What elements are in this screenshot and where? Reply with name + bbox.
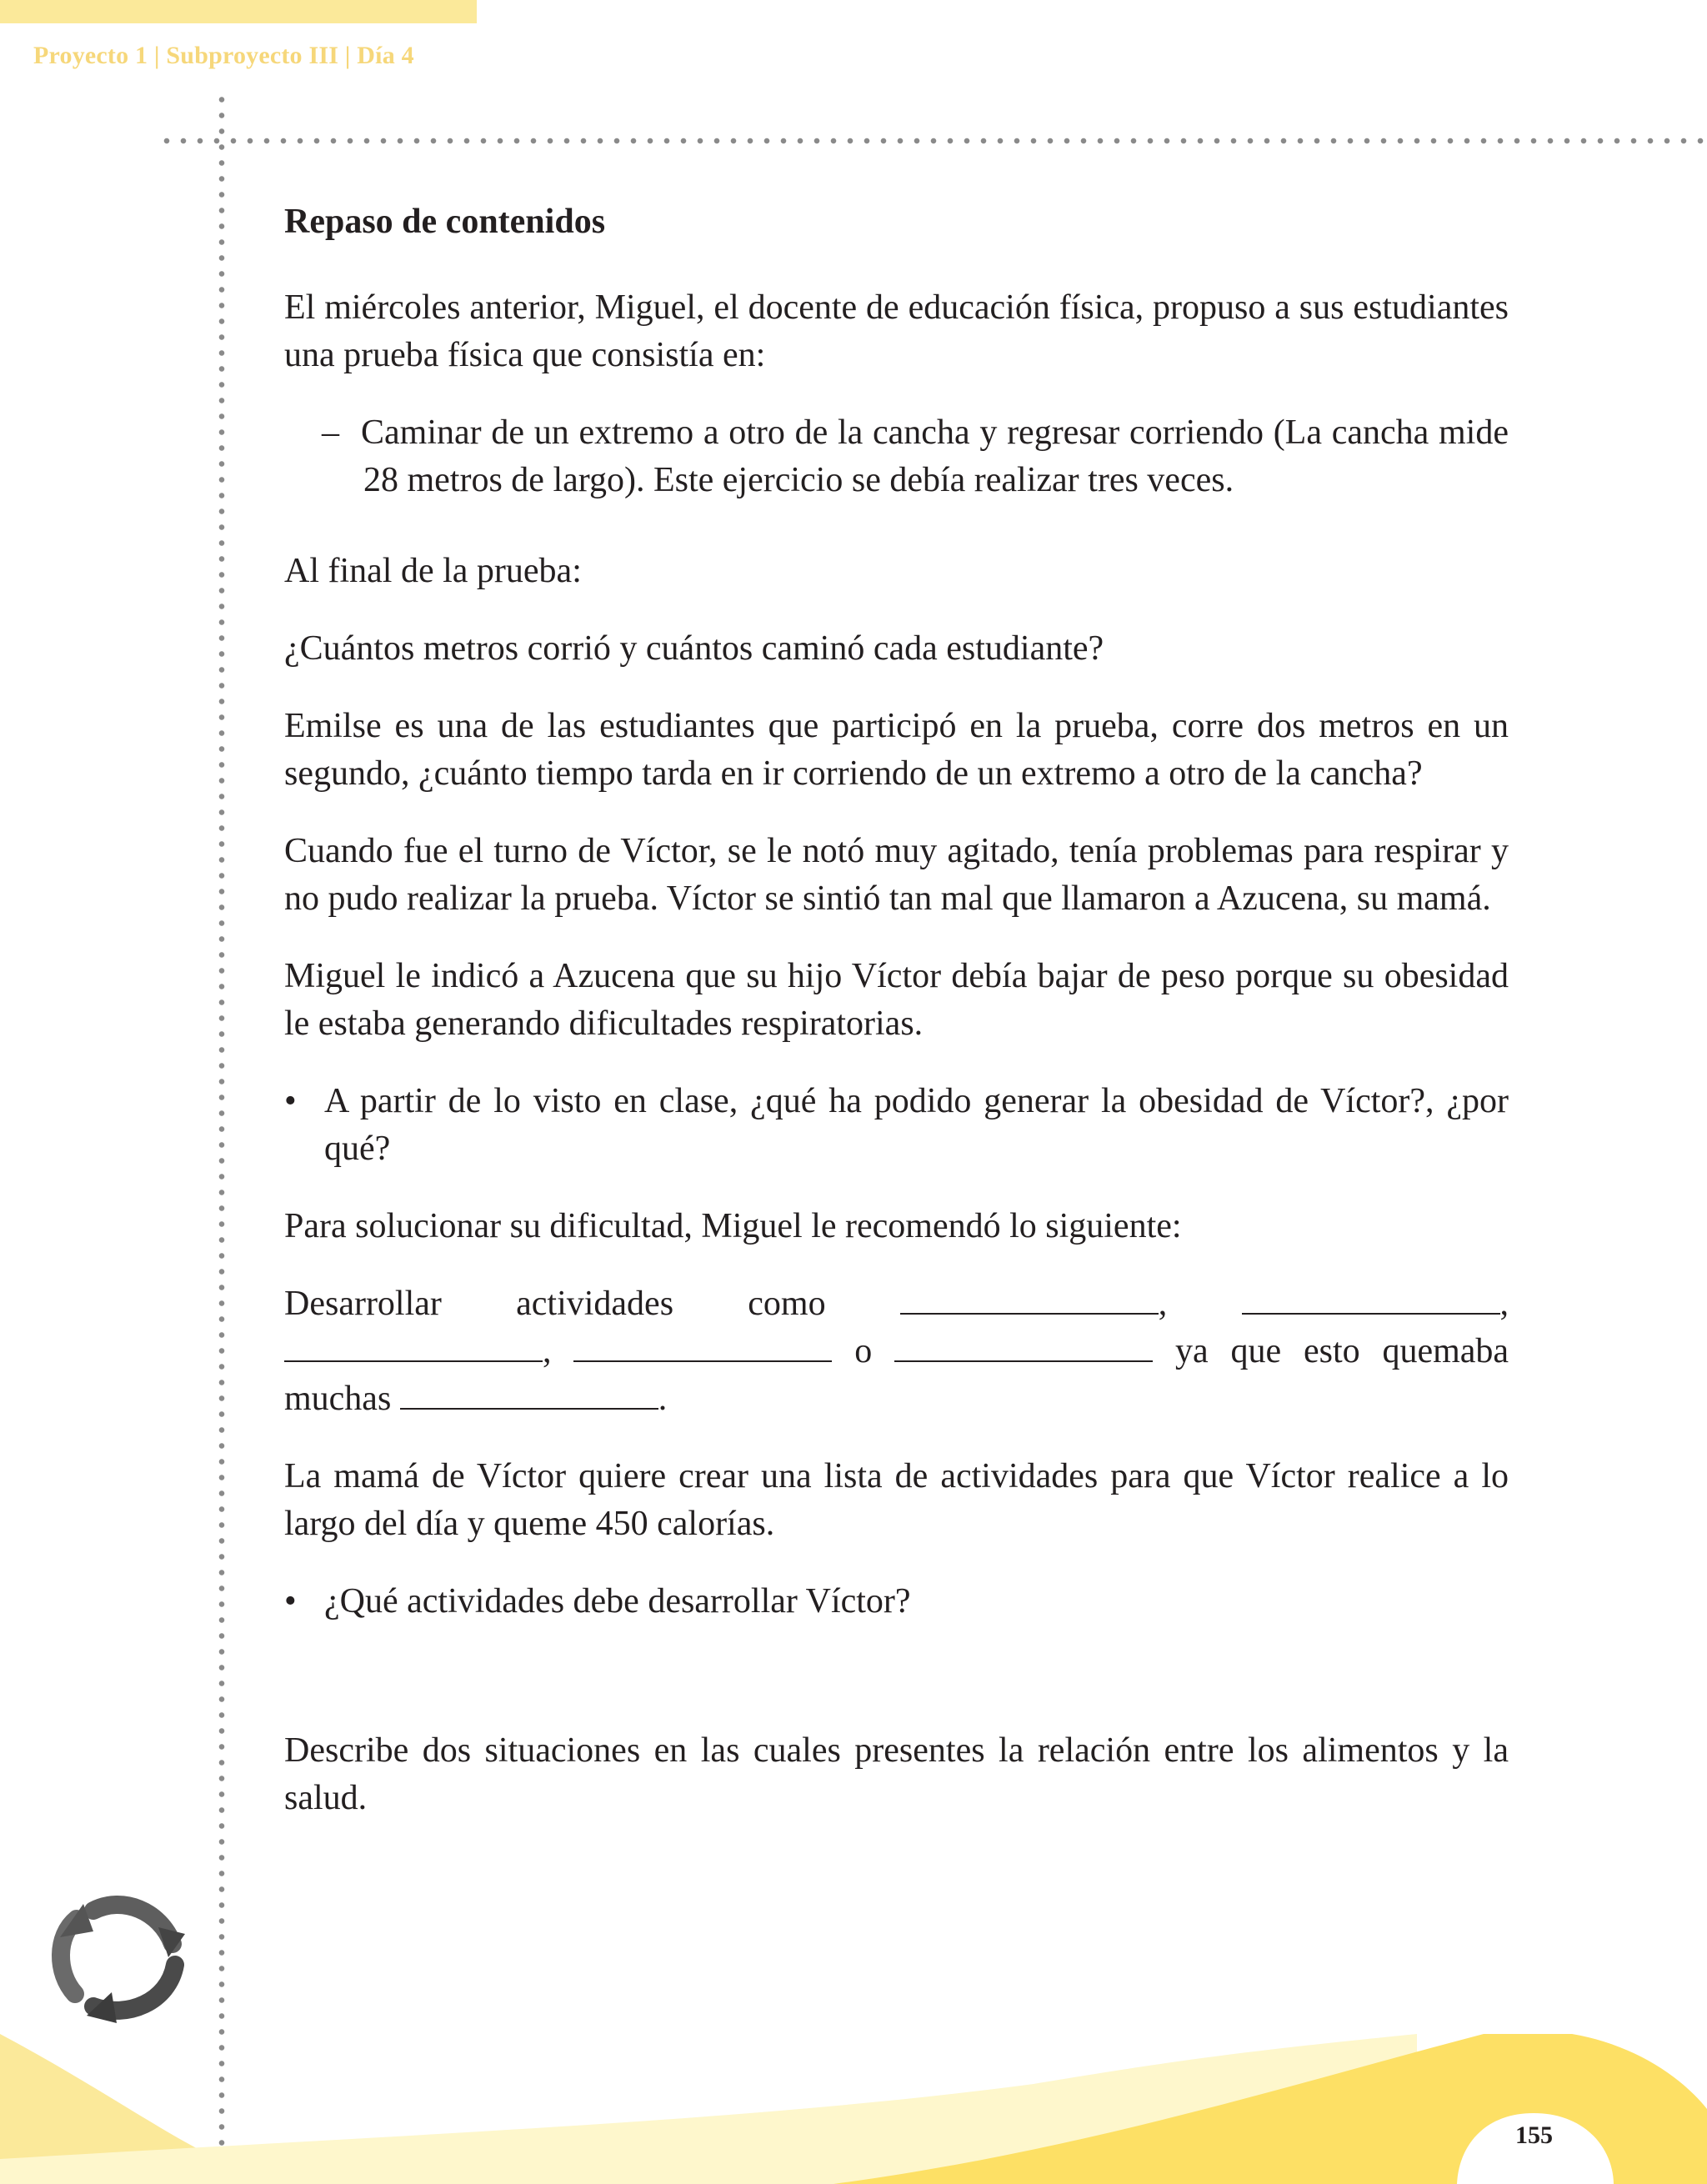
section-heading: Repaso de contenidos	[284, 203, 606, 241]
top-accent-bar	[0, 0, 477, 23]
lista-actividades-paragraph: La mamá de Víctor quiere crear una lista de actividades para que Víctor realice a lo largo del día y queme 450 calorías.	[284, 1457, 1509, 1543]
dash-item-text: Caminar de un extremo a otro de la cancha y regresar corriendo (La cancha mide 28 metros de largo). Este ejercicio se debía realizar tres veces.	[361, 413, 1509, 499]
fill-word: que	[1230, 1332, 1282, 1370]
fill-word: o	[854, 1332, 873, 1370]
comma: ,	[543, 1332, 552, 1370]
fill-blank-6[interactable]	[400, 1378, 658, 1410]
final-prueba-text: Al final de la prueba:	[284, 552, 582, 590]
fill-word: como	[748, 1285, 826, 1323]
fill-blank-5[interactable]	[894, 1330, 1153, 1362]
bottom-wave-decoration	[0, 2034, 1707, 2184]
fill-word: Desarrollar	[284, 1285, 442, 1323]
solucionar-paragraph: Para solucionar su dificultad, Miguel le recomendó lo siguiente:	[284, 1207, 1182, 1245]
bullet-actividades-text: ¿Qué actividades debe desarrollar Víctor?	[324, 1582, 911, 1620]
vertical-dotted-divider	[218, 92, 225, 2184]
intro-paragraph: El miércoles anterior, Miguel, el docente de educación física, propuso a sus estudiantes una prueba física que consistía en:	[284, 288, 1509, 374]
fill-word: esto	[1303, 1332, 1360, 1370]
blank-group	[1242, 1285, 1509, 1323]
fill-in-line-3	[284, 1375, 1509, 1423]
dash-list-item	[284, 409, 1509, 504]
page-number: 155	[1515, 2121, 1553, 2149]
fill-in-line-2	[284, 1328, 1509, 1375]
comma: ,	[1158, 1285, 1168, 1323]
dash-marker: –	[322, 413, 339, 452]
cycle-arrows-icon	[43, 1886, 193, 2027]
bullet-obesidad-text: A partir de lo visto en clase, ¿qué ha podido generar la obesidad de Víctor?, ¿por qué?	[324, 1082, 1509, 1168]
blank-group	[900, 1285, 1168, 1323]
fill-word: muchas	[284, 1380, 392, 1418]
bullet-marker: •	[284, 1582, 297, 1620]
fill-blank-4[interactable]	[573, 1330, 832, 1362]
fill-word: quemaba	[1382, 1332, 1509, 1370]
blank-group	[284, 1332, 552, 1370]
emilse-paragraph: Emilse es una de las estudiantes que participó en la prueba, corre dos metros en un segundo, ¿cuánto tiempo tarda en ir corriendo de un extremo a otro de la cancha?	[284, 707, 1509, 793]
fill-word: ya	[1174, 1332, 1209, 1370]
miguel-indico-paragraph: Miguel le indicó a Azucena que su hijo Víctor debía bajar de peso porque su obesidad le estaba generando dificultades respiratorias.	[284, 957, 1509, 1043]
project-header: Proyecto 1 | Subproyecto III | Día 4	[33, 42, 414, 69]
fill-word: actividades	[516, 1285, 674, 1323]
blank-group	[400, 1380, 668, 1418]
main-content	[284, 198, 1509, 1852]
fill-blank-2[interactable]	[1242, 1283, 1500, 1315]
horizontal-dotted-divider	[158, 138, 1707, 144]
period: .	[658, 1380, 668, 1418]
comma: ,	[1499, 1285, 1509, 1323]
fill-blank-1[interactable]	[900, 1283, 1159, 1315]
describe-paragraph: Describe dos situaciones en las cuales presentes la relación entre los alimentos y la salud.	[284, 1731, 1509, 1817]
fill-in-line-1	[284, 1280, 1509, 1328]
victor-turno-paragraph: Cuando fue el turno de Víctor, se le notó muy agitado, tenía problemas para respirar y no pudo realizar la prueba. Víctor se sintió tan mal que llamaron a Azucena, su mamá.	[284, 832, 1509, 918]
question-metros: ¿Cuántos metros corrió y cuántos caminó cada estudiante?	[284, 629, 1104, 668]
bullet-obesidad	[284, 1078, 1509, 1173]
fill-blank-3[interactable]	[284, 1330, 543, 1362]
bullet-marker: •	[284, 1082, 297, 1120]
bullet-actividades	[284, 1578, 1509, 1625]
